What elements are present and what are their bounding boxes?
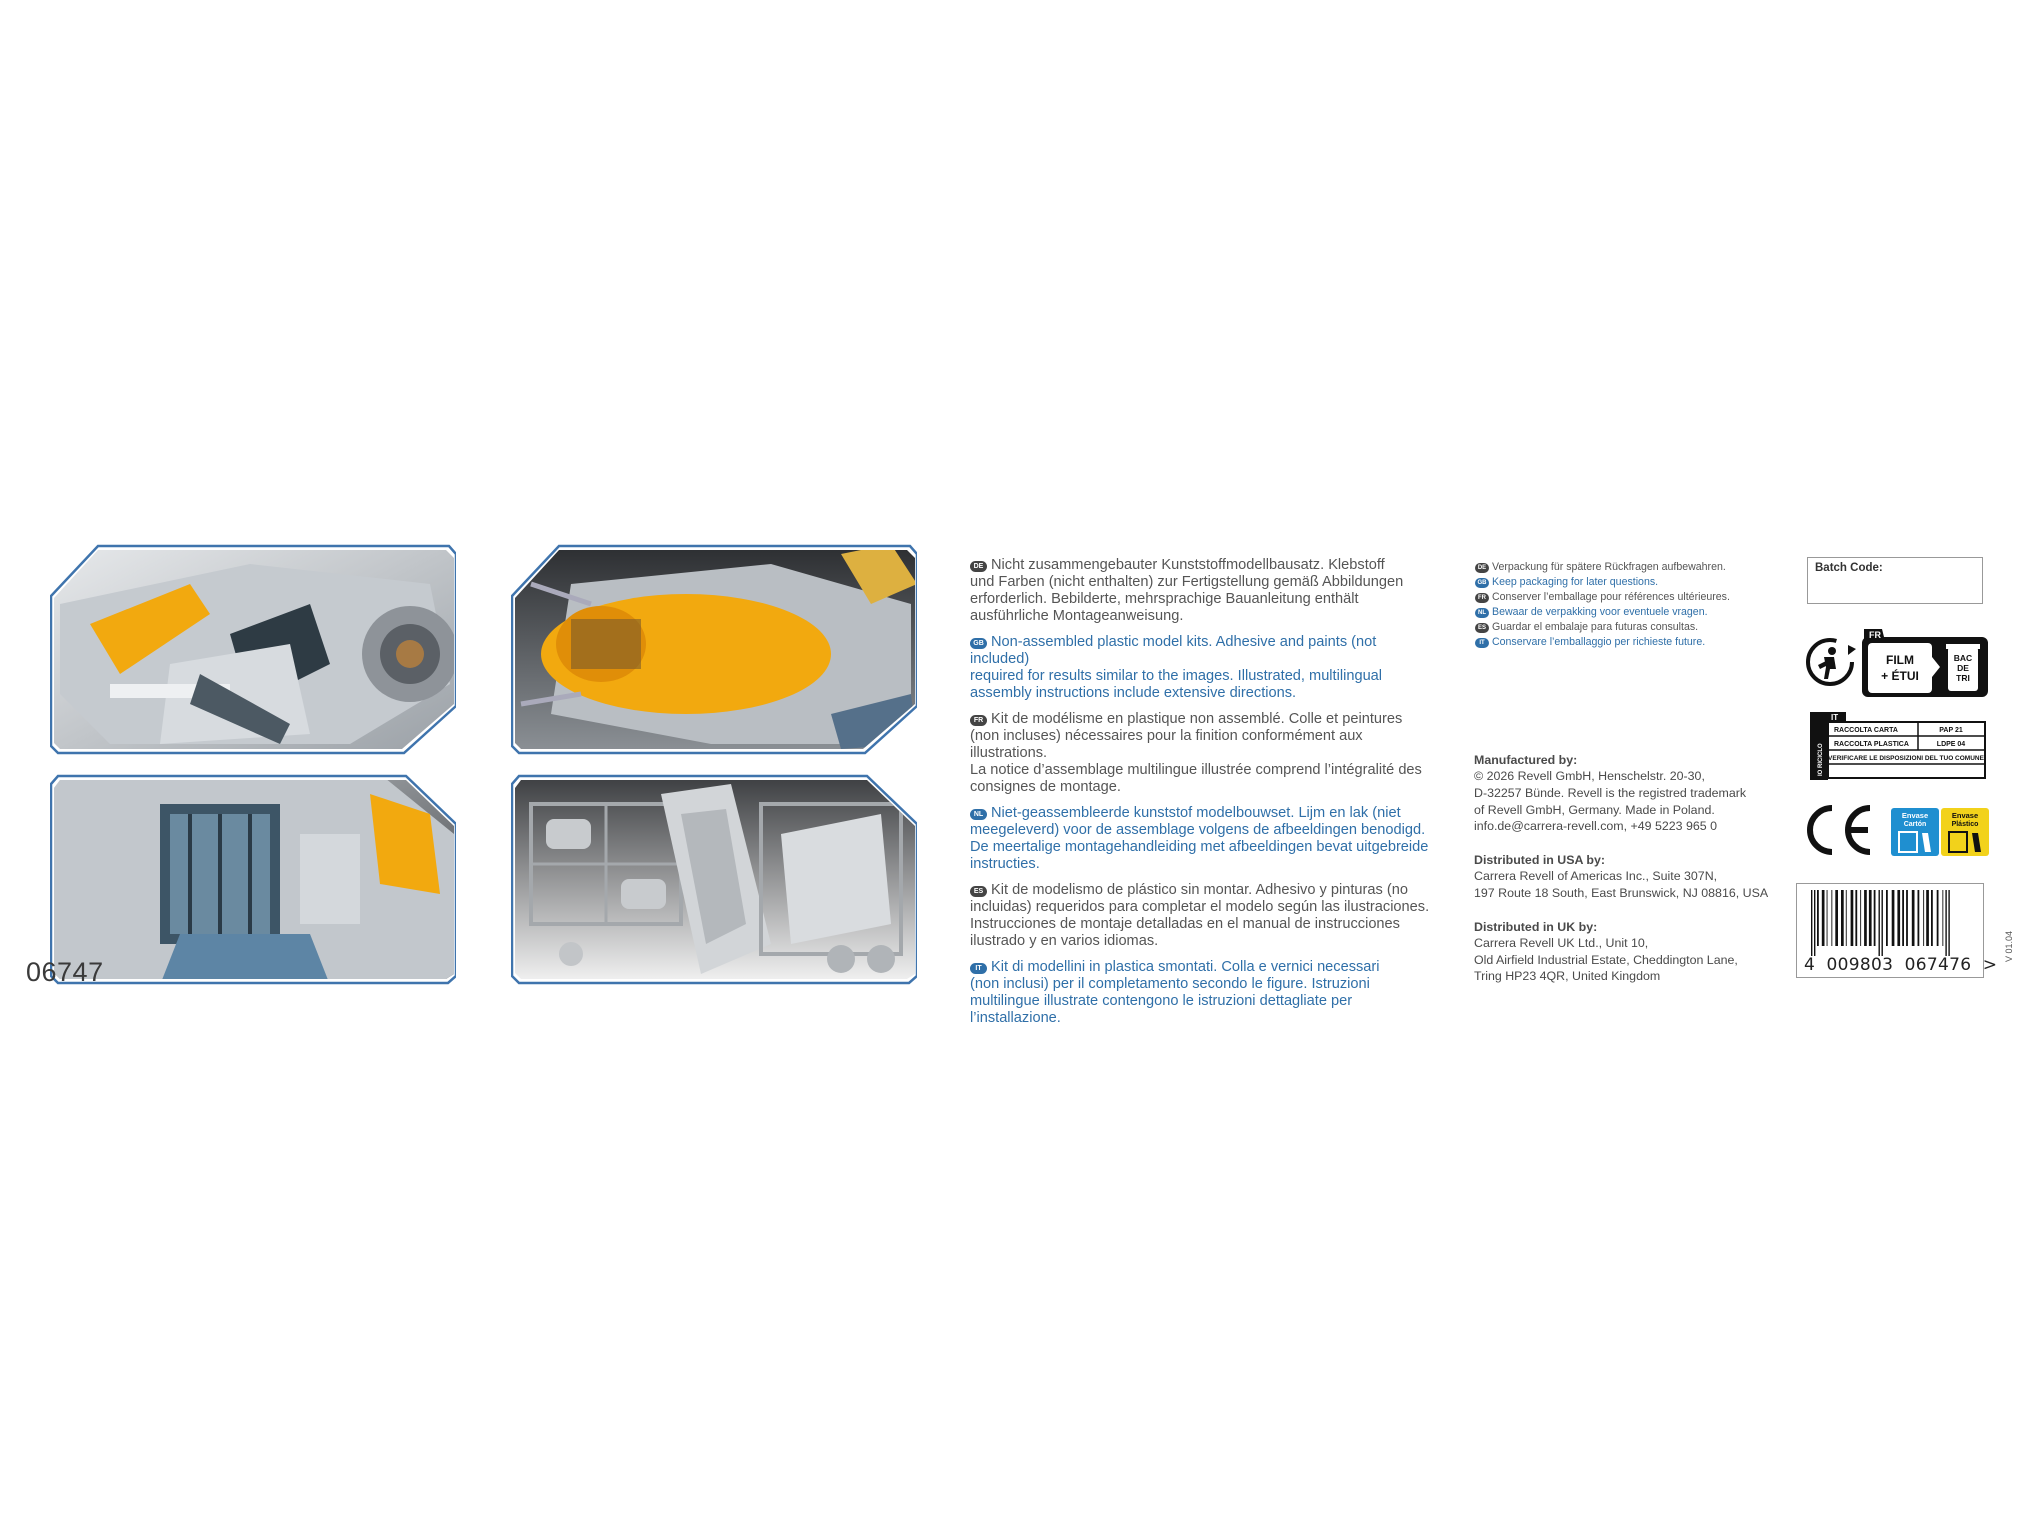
description-text: Nicht zusammengebauter Kunststoffmodellbausatz. Klebstoff (991, 557, 1385, 573)
description-line (970, 557, 1430, 574)
description-text: und Farben (nicht enthalten) zur Fertigstellung gemäß Abbildungen (970, 574, 1404, 590)
it-row-code: LDPE 04 (1936, 741, 1966, 748)
manufacturer-line: D-32257 Bünde. Revell is the registred trademark (1474, 785, 1747, 800)
item-number: 06747 (26, 957, 104, 987)
description-text: Niet-geassembleerde kunststof modelbouwset. Lijm en lak (niet (991, 805, 1401, 821)
manufacturer-heading: Manufactured by: (1474, 753, 1578, 767)
description-paragraph (970, 805, 1430, 873)
language-flag-icon: GB (970, 638, 987, 649)
description-line (970, 668, 1430, 685)
barcode-bar (1817, 890, 1819, 946)
description-line (970, 933, 1430, 950)
description-line (970, 993, 1430, 1010)
barcode-bar (1897, 890, 1900, 946)
barcode-bar (1851, 890, 1854, 946)
language-flag-icon: DE (1475, 563, 1489, 573)
description-line (970, 685, 1430, 702)
distributor-usa-line: 197 Route 18 South, East Brunswick, NJ 08816, USA (1474, 885, 1769, 900)
barcode-bar (1948, 890, 1949, 956)
description-line (970, 882, 1430, 899)
barcode-bar (1879, 890, 1880, 956)
es-badge-line1: Envase (1951, 811, 1979, 820)
barcode-bar (1869, 890, 1872, 946)
description-paragraph (970, 711, 1430, 796)
description-text: incluidas) requeridos para completar el modelo según las ilustraciones. (970, 899, 1430, 915)
barcode-bar (1912, 890, 1915, 946)
distributor-usa-line: Carrera Revell of Americas Inc., Suite 307N, (1474, 869, 1718, 884)
description-text: La notice d’assemblage multilingue illustrée comprend l’intégralité des (970, 762, 1422, 778)
description-line (970, 822, 1430, 839)
manufacturer-line: info.de@carrera-revell.com, +49 5223 965 0 (1474, 819, 1717, 834)
es-recycling-carton-badge (1891, 808, 1939, 861)
keep-packaging-line (1475, 620, 1735, 635)
description-text: ilustrado y en varios idiomas. (970, 933, 1159, 949)
description-line (970, 976, 1430, 993)
description-line (970, 591, 1430, 608)
barcode-bar (1942, 890, 1943, 946)
distributor-uk-block (1474, 919, 1794, 985)
ce-mark (1800, 802, 1876, 863)
triman-logo (1804, 635, 1856, 694)
barcode-bar (1860, 890, 1861, 946)
it-row-item: RACCOLTA CARTA (1834, 727, 1898, 734)
version-code: V 01.04 (2004, 930, 2014, 962)
description-line (970, 779, 1430, 796)
description-text: multilingue illustrate contengono le istruzioni dettagliate per (970, 993, 1353, 1009)
fr-bin-label: TRI (1956, 673, 1970, 683)
description-line (970, 839, 1430, 856)
description-text: (non inclusi) per il completamento secondo le figure. Istruzioni (970, 976, 1370, 992)
barcode-bar (1814, 890, 1815, 956)
description-line (970, 856, 1430, 873)
description-paragraph (970, 557, 1430, 625)
language-flag-icon: GB (1475, 578, 1489, 588)
barcode-digits: 4 009803 067476 > (1804, 955, 1998, 975)
keep-packaging-text: Conserver l’emballage pour références ultérieures. (1492, 591, 1730, 603)
photo-panel-engine (50, 544, 456, 755)
keep-packaging-line (1475, 605, 1735, 620)
description-text: erforderlich. Bebilderte, mehrsprachige Bauanleitung enthält (970, 591, 1359, 607)
description-line (970, 711, 1430, 728)
manufacturer-block (1474, 752, 1794, 835)
description-paragraph (970, 959, 1430, 1027)
description-line (970, 1010, 1430, 1027)
it-country-code: IT (1831, 713, 1839, 722)
barcode-bar (1926, 890, 1929, 946)
es-badge-line2: Cartón (1903, 821, 1927, 828)
description-text: assembly instructions include extensive directions. (970, 685, 1297, 701)
it-recycling-table (1810, 712, 1988, 787)
keep-packaging-line (1475, 560, 1735, 575)
language-flag-icon: FR (970, 715, 987, 726)
photo-panel-hatch (50, 774, 456, 985)
keep-packaging-list (1475, 560, 1735, 650)
barcode-bar (1831, 890, 1832, 946)
barcode-bar (1864, 890, 1867, 946)
description-paragraph (970, 634, 1430, 702)
it-footer: VERIFICARE LE DISPOSIZIONI DEL TUO COMUNE (1828, 755, 1984, 762)
barcode-bar (1945, 890, 1946, 956)
barcode-bar (1892, 890, 1895, 946)
description-line (970, 728, 1430, 762)
es-badge-line2: Plástico (1951, 821, 1979, 828)
description-text: required for results similar to the images. Illustrated, multilingual (970, 668, 1383, 684)
keep-packaging-line (1475, 590, 1735, 605)
it-side-label: IO RICICLO (1818, 743, 1824, 776)
keep-packaging-text: Guardar el embalaje para futuras consultas. (1492, 621, 1699, 633)
description-text: (non incluses) nécessaires pour la finition conformément aux illustrations. (970, 728, 1363, 761)
distributor-uk-line: Carrera Revell UK Ltd., Unit 10, (1474, 935, 1649, 950)
description-text: l’installazione. (970, 1010, 1061, 1026)
barcode-bar (1874, 890, 1876, 946)
barcode-bar (1886, 890, 1888, 946)
description-paragraph (970, 882, 1430, 950)
es-recycling-plastic-badge (1941, 808, 1989, 861)
description-text: instructies. (970, 856, 1040, 872)
photo-panel-sprues (511, 774, 917, 985)
language-flag-icon: FR (1475, 593, 1489, 603)
barcode-bar (1906, 890, 1908, 946)
distributor-uk-heading: Distributed in UK by: (1474, 919, 1598, 934)
barcode-bar (1931, 890, 1933, 946)
fr-bin-label: DE (1957, 663, 1969, 673)
description-text: De meertalige montagehandleiding met afbeeldingen bevat uitgebreide (970, 839, 1429, 855)
language-flag-icon: ES (970, 886, 987, 897)
description-line (970, 959, 1430, 976)
legal-column (1474, 752, 1794, 1002)
distributor-uk-line: Tring HP23 4QR, United Kingdom (1474, 969, 1661, 984)
language-flag-icon: IT (1475, 638, 1489, 648)
barcode-bars (1805, 888, 1990, 958)
barcode-bar (1923, 890, 1924, 946)
fr-bin-label: BAC (1953, 653, 1973, 663)
description-text: consignes de montage. (970, 779, 1121, 795)
distributor-usa-heading: Distributed in USA by: (1474, 853, 1606, 868)
description-line (970, 899, 1430, 916)
description-text: Instrucciones de montaje detalladas en el manual de instrucciones (970, 916, 1400, 932)
batch-code-box (1807, 557, 1983, 604)
fr-country-code: FR (1869, 630, 1881, 640)
language-flag-icon: DE (970, 561, 987, 572)
description-text: Kit de modélisme en plastique non assemblé. Colle et peintures (991, 711, 1403, 727)
keep-packaging-line (1475, 635, 1735, 650)
fr-sorting-line1: FILM (1886, 653, 1914, 667)
keep-packaging-text: Keep packaging for later questions. (1492, 576, 1659, 588)
keep-packaging-text: Bewaar de verpakking voor eventuele vragen. (1492, 606, 1708, 618)
keep-packaging-text: Verpackung für spätere Rückfragen aufbewahren. (1492, 561, 1726, 573)
description-line (970, 805, 1430, 822)
description-line (970, 916, 1430, 933)
distributor-uk-line: Old Airfield Industrial Estate, Cheddington Lane, (1474, 952, 1738, 967)
barcode-bar (1855, 890, 1857, 946)
language-flag-icon: NL (1475, 608, 1489, 618)
barcode-bar (1937, 890, 1939, 946)
description-line (970, 608, 1430, 625)
barcode-bar (1918, 890, 1920, 946)
description-column (970, 557, 1430, 1036)
batch-code-label: Batch Code: (1815, 562, 1883, 574)
barcode-bar (1822, 890, 1825, 946)
it-row-item: RACCOLTA PLASTICA (1834, 741, 1909, 748)
keep-packaging-line (1475, 575, 1735, 590)
it-row-code: PAP 21 (1939, 727, 1963, 734)
description-line (970, 574, 1430, 591)
keep-packaging-text: Conservare l’emballaggio per richieste future. (1492, 636, 1706, 648)
language-flag-icon: NL (970, 809, 987, 820)
description-text: meegeleverd) voor de assemblage volgens de afbeeldingen benodigd. (970, 822, 1426, 838)
barcode-bar (1882, 890, 1883, 956)
barcode-bar (1835, 890, 1838, 946)
fr-sorting-line2: + ÉTUI (1881, 669, 1919, 683)
manufacturer-line: © 2026 Revell GmbH, Henschelstr. 20-30, (1474, 769, 1705, 783)
manufacturer-line: of Revell GmbH, Germany. Made in Poland. (1474, 802, 1715, 817)
barcode-bar (1811, 890, 1812, 956)
distributor-usa-block (1474, 852, 1794, 902)
description-text: Kit de modelismo de plástico sin montar. Adhesivo y pinturas (no (991, 882, 1408, 898)
fr-sorting-label (1862, 627, 1988, 704)
description-line (970, 634, 1430, 668)
barcode-bar (1827, 890, 1828, 946)
language-flag-icon: ES (1475, 623, 1489, 633)
barcode-bar (1841, 890, 1844, 946)
description-text: Non-assembled plastic model kits. Adhesive and paints (not included) (970, 634, 1377, 667)
description-text: ausführliche Montageanweisung. (970, 608, 1184, 624)
language-flag-icon: IT (970, 963, 987, 974)
description-text: Kit di modellini in plastica smontati. Colla e vernici necessari (991, 959, 1380, 975)
barcode-bar (1902, 890, 1904, 946)
barcode-bar (1846, 890, 1847, 946)
photo-panel-cockpit (511, 544, 917, 755)
es-badge-line1: Envase (1901, 811, 1929, 820)
description-line (970, 762, 1430, 779)
